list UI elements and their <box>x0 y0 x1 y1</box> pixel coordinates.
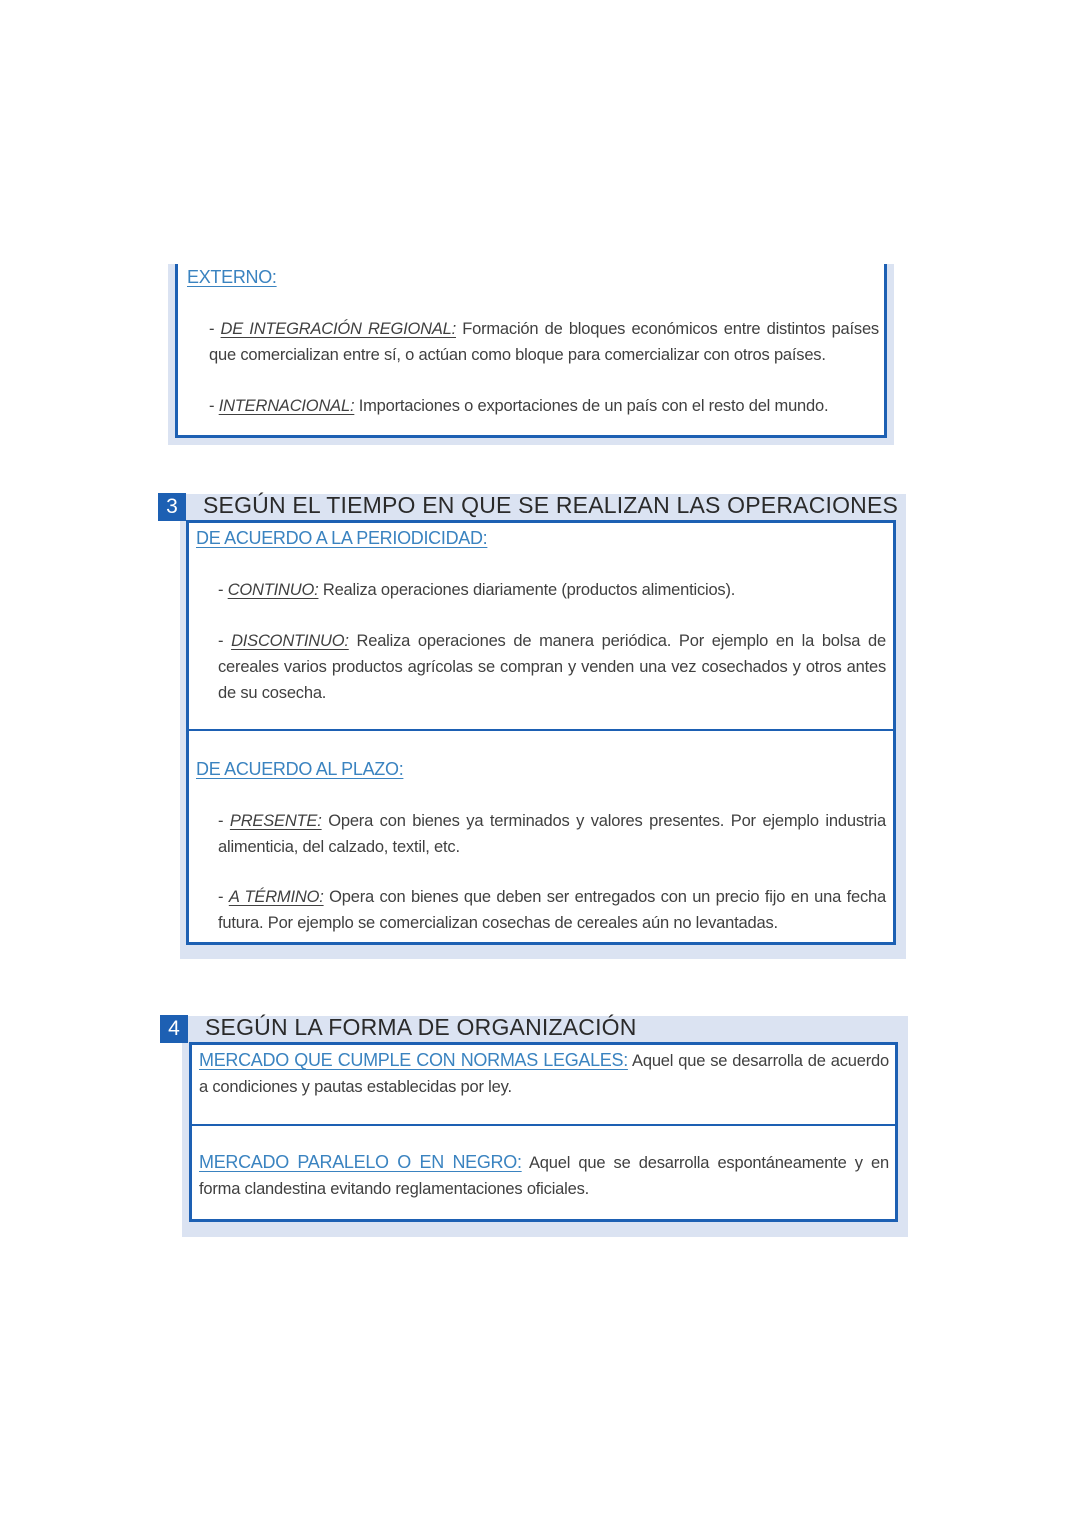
plazo-heading: DE ACUERDO AL PLAZO: <box>196 759 404 779</box>
section3-number: 3 <box>158 493 186 521</box>
plazo-item-termino: - A TÉRMINO: Opera con bienes que deben ser entregados con un precio fijo en una fecha futura. Por ejemplo se comercializan cosechas de cereales aún no levantadas. <box>218 888 886 932</box>
plazo-item-presente: - PRESENTE: Opera con bienes ya terminados y valores presentes. Por ejemplo industria alimenticia, del calzado, textil, etc. <box>218 812 886 856</box>
periodicidad-item-continuo: - CONTINUO: Realiza operaciones diariamente (productos alimenticios). <box>218 581 736 599</box>
periodicidad-item-discontinuo: - DISCONTINUO: Realiza operaciones de manera periódica. Por ejemplo en la bolsa de cereales varios productos agrícolas se compran y venden una vez cosechados y otros antes de su cosecha. <box>218 632 886 702</box>
section4-title: SEGÚN LA FORMA DE ORGANIZACIÓN <box>205 1014 637 1040</box>
section3-title: SEGÚN EL TIEMPO EN QUE SE REALIZAN LAS OPERACIONES <box>203 492 899 518</box>
externo-item-regional: - DE INTEGRACIÓN REGIONAL: Formación de bloques económicos entre distintos países que comercializan entre sí, o actúan como bloque para comercializar con otros países. <box>209 320 879 364</box>
externo-heading: EXTERNO: <box>187 267 277 287</box>
section4-divider <box>192 1124 895 1126</box>
externo-item-internacional: - INTERNACIONAL: Importaciones o exportaciones de un país con el resto del mundo. <box>209 397 829 415</box>
paralelo-entry: MERCADO PARALELO O EN NEGRO: Aquel que se desarrolla espontáneamente y en forma clandestina evitando reglamentaciones oficiales. <box>199 1152 889 1198</box>
periodicidad-heading: DE ACUERDO A LA PERIODICIDAD: <box>196 528 488 548</box>
section3-divider <box>189 729 893 731</box>
legal-entry: MERCADO QUE CUMPLE CON NORMAS LEGALES: Aquel que se desarrolla de acuerdo a condiciones y pautas establecidas por ley. <box>199 1050 889 1096</box>
section4-number: 4 <box>160 1015 188 1043</box>
